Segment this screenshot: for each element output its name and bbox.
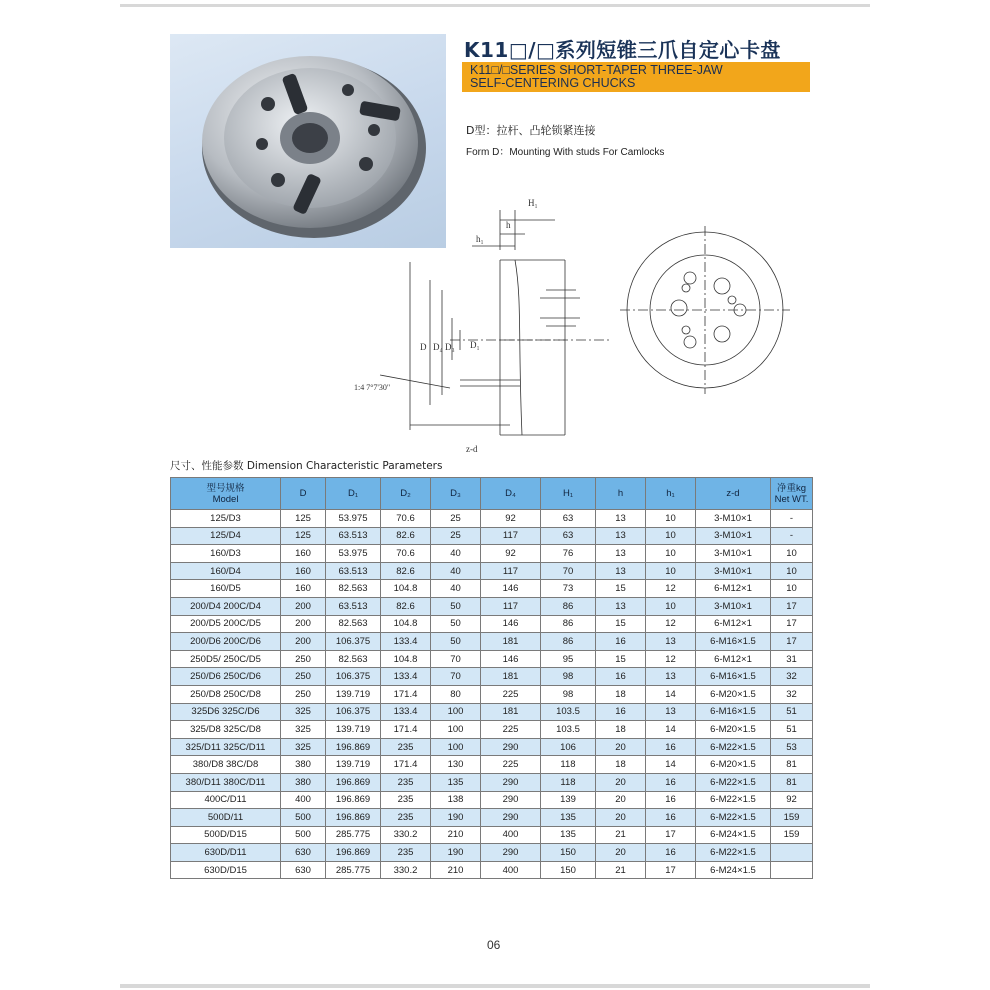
table-cell: 171.4 [381,756,431,774]
table-cell: 86 [541,615,596,633]
table-cell: 6-M24×1.5 [696,826,771,844]
table-cell: 15 [596,650,646,668]
table-cell: 13 [596,527,646,545]
form-en: Form D：Mounting With studs For Camlocks [466,147,665,158]
table-cell: 6-M12×1 [696,650,771,668]
table-cell: 31 [771,650,813,668]
table-row [171,703,813,721]
table-cell: 20 [596,791,646,809]
table-cell: 13 [596,597,646,615]
table-cell: 150 [541,861,596,879]
table-cell: 210 [431,861,481,879]
table-cell: 6-M12×1 [696,615,771,633]
table-row [171,738,813,756]
table-cell: 250 [281,685,326,703]
table-cell: 40 [431,580,481,598]
table-cell: 25 [431,510,481,528]
table-cell: 18 [596,685,646,703]
table-cell: 6-M22×1.5 [696,809,771,827]
table-cell: 285.775 [326,861,381,879]
table-cell: 117 [481,527,541,545]
table-cell: 150 [541,844,596,862]
table-cell: 130 [431,756,481,774]
table-cell: 100 [431,703,481,721]
table-cell: 40 [431,545,481,563]
table-cell: 325/D8 325C/D8 [171,721,281,739]
table-header-cell: h₁ [646,478,696,510]
table-cell: 20 [596,809,646,827]
table-cell: 53.975 [326,510,381,528]
table-cell: 380/D8 38C/D8 [171,756,281,774]
table-cell: 250 [281,668,326,686]
table-cell: 3-M10×1 [696,545,771,563]
table-cell: 21 [596,861,646,879]
table-cell: 6-M22×1.5 [696,844,771,862]
table-cell: 325/D11 325C/D11 [171,738,281,756]
table-cell: 92 [771,791,813,809]
table-cell: 117 [481,597,541,615]
technical-drawing [350,190,820,460]
table-cell: 200/D6 200C/D6 [171,633,281,651]
table-cell: 117 [481,562,541,580]
table-cell: 159 [771,809,813,827]
table-cell: 13 [596,510,646,528]
table-cell: 6-M22×1.5 [696,791,771,809]
table-cell: 118 [541,773,596,791]
table-cell: 250/D6 250C/D6 [171,668,281,686]
table-cell: 235 [381,738,431,756]
table-cell: 70 [541,562,596,580]
table-header-cell: h [596,478,646,510]
table-cell [771,861,813,879]
table-cell: 92 [481,510,541,528]
table-row [171,510,813,528]
table-cell: 380 [281,756,326,774]
top-rule [120,4,870,7]
table-caption: 尺寸、性能参数 Dimension Characteristic Parameters [170,460,443,472]
table-row [171,861,813,879]
table-cell: 73 [541,580,596,598]
table-cell: 200/D4 200C/D4 [171,597,281,615]
table-header-cell: H₁ [541,478,596,510]
table-cell: 500D/11 [171,809,281,827]
table-cell: 104.8 [381,615,431,633]
title-cn: K11□/□系列短锥三爪自定心卡盘 [464,38,781,62]
table-cell: 125/D4 [171,527,281,545]
label-h1: h₁ [476,234,484,244]
table-header-cell: D₃ [431,478,481,510]
table-cell: 21 [596,826,646,844]
table-cell: 63.513 [326,527,381,545]
table-cell: 32 [771,668,813,686]
table-cell: 6-M16×1.5 [696,633,771,651]
table-cell: 200 [281,615,326,633]
table-cell: 25 [431,527,481,545]
table-cell: 16 [596,703,646,721]
table-cell: 106 [541,738,596,756]
table-row [171,668,813,686]
title-en: K11□/□SERIES SHORT-TAPER THREE-JAW SELF-CENTERING CHUCKS [470,63,723,90]
table-row [171,791,813,809]
table-cell: 82.6 [381,562,431,580]
table-row [171,650,813,668]
table-cell: 400 [481,861,541,879]
drawing-svg [350,190,820,460]
table-cell: 63 [541,510,596,528]
table-cell: 10 [646,597,696,615]
table-cell: 20 [596,844,646,862]
table-cell: 16 [646,809,696,827]
label-D1: D₁ [470,340,480,350]
table-cell: 146 [481,580,541,598]
table-header-cell: 型号规格 Model [171,478,281,510]
table-cell: 82.6 [381,597,431,615]
label-h: h [506,220,511,230]
table-cell: 16 [646,791,696,809]
table-cell: 17 [771,597,813,615]
table-cell: 106.375 [326,703,381,721]
label-D: D [420,342,427,352]
table-header-cell: D₂ [381,478,431,510]
table-cell: 325 [281,703,326,721]
table-cell: 70 [431,650,481,668]
table-cell: 32 [771,685,813,703]
table-cell: 13 [596,562,646,580]
table-cell: 6-M20×1.5 [696,721,771,739]
table-cell: 63.513 [326,597,381,615]
page-number: 06 [487,938,501,952]
table-cell: 500 [281,809,326,827]
table-cell: 160/D4 [171,562,281,580]
table-cell: 3-M10×1 [696,510,771,528]
table-cell: 118 [541,756,596,774]
table-cell: 82.563 [326,615,381,633]
table-cell: 50 [431,597,481,615]
table-cell: 290 [481,809,541,827]
table-cell: 3-M10×1 [696,527,771,545]
table-cell: 16 [596,668,646,686]
table-cell: 15 [596,580,646,598]
table-cell: 160/D3 [171,545,281,563]
table-cell: 63.513 [326,562,381,580]
table-cell: 200 [281,633,326,651]
table-cell: 380/D11 380C/D11 [171,773,281,791]
table-cell: 70.6 [381,545,431,563]
table-cell: 92 [481,545,541,563]
table-cell: 630 [281,844,326,862]
table-cell: 6-M22×1.5 [696,738,771,756]
table-cell: 290 [481,791,541,809]
table-cell: 82.563 [326,580,381,598]
table-cell: 200 [281,597,326,615]
table-row [171,756,813,774]
label-D3: D₃ [445,342,455,352]
table-cell: 103.5 [541,721,596,739]
table-cell: 181 [481,703,541,721]
table-cell: 10 [771,562,813,580]
table-cell: 53.975 [326,545,381,563]
table-cell: 125 [281,527,326,545]
table-cell: 235 [381,809,431,827]
table-row [171,826,813,844]
table-cell: 13 [596,545,646,563]
table-cell: 6-M16×1.5 [696,703,771,721]
table-cell: 133.4 [381,668,431,686]
table-row [171,633,813,651]
table-row [171,527,813,545]
table-cell: 225 [481,685,541,703]
table-cell: 80 [431,685,481,703]
table-row [171,773,813,791]
table-cell: 76 [541,545,596,563]
table-cell: 6-M12×1 [696,580,771,598]
table-cell: 6-M24×1.5 [696,861,771,879]
table-cell: 70.6 [381,510,431,528]
table-cell: 6-M16×1.5 [696,668,771,686]
table-cell: 50 [431,633,481,651]
table-row [171,545,813,563]
table-cell: 235 [381,791,431,809]
table-cell: 6-M22×1.5 [696,773,771,791]
table-cell: 106.375 [326,668,381,686]
table-cell: 10 [771,545,813,563]
table-cell: 190 [431,809,481,827]
table-cell: 225 [481,721,541,739]
table-cell: 210 [431,826,481,844]
table-cell: 225 [481,756,541,774]
table-header-cell: 净重kg Net WT. [771,478,813,510]
table-cell: 139.719 [326,721,381,739]
table-cell: 160 [281,580,326,598]
table-cell: 16 [596,633,646,651]
table-cell: 196.869 [326,773,381,791]
table-cell: 325 [281,738,326,756]
table-cell [771,844,813,862]
table-header-cell: D [281,478,326,510]
table-cell: 250D5/ 250C/D5 [171,650,281,668]
dimension-table [170,477,813,879]
label-H1: H₁ [528,198,538,208]
table-cell: 40 [431,562,481,580]
table-cell: 400 [281,791,326,809]
table-cell: 14 [646,721,696,739]
table-cell: 82.563 [326,650,381,668]
table-cell: 18 [596,756,646,774]
table-cell: 17 [646,826,696,844]
table-cell: 86 [541,633,596,651]
table-cell: 139 [541,791,596,809]
table-cell: 63 [541,527,596,545]
table-body [171,510,813,879]
table-cell: 12 [646,615,696,633]
table-cell: 380 [281,773,326,791]
table-cell: 135 [431,773,481,791]
table-cell: 500D/D15 [171,826,281,844]
table-cell: 190 [431,844,481,862]
table-cell: 100 [431,721,481,739]
table-cell: 16 [646,738,696,756]
table-cell: 16 [646,773,696,791]
table-row [171,809,813,827]
table-cell: 15 [596,615,646,633]
table-cell: 104.8 [381,580,431,598]
table-cell: 133.4 [381,703,431,721]
table-cell: 17 [771,615,813,633]
table-cell: 133.4 [381,633,431,651]
table-cell: 82.6 [381,527,431,545]
table-cell: 98 [541,668,596,686]
table-cell: 20 [596,773,646,791]
table-cell: 630 [281,861,326,879]
table-cell: 325 [281,721,326,739]
table-header-cell: D₄ [481,478,541,510]
table-row [171,597,813,615]
table-cell: 17 [646,861,696,879]
table-cell: 12 [646,580,696,598]
table-cell: 630D/D15 [171,861,281,879]
form-cn: D型：拉杆、凸轮锁紧连接 [466,124,596,137]
table-cell: 235 [381,773,431,791]
table-cell: 13 [646,633,696,651]
table-cell: 20 [596,738,646,756]
table-cell: 81 [771,756,813,774]
table-cell: - [771,527,813,545]
table-cell: 135 [541,826,596,844]
table-row [171,562,813,580]
table-cell: 160/D5 [171,580,281,598]
table-cell: 139.719 [326,685,381,703]
table-cell: 12 [646,650,696,668]
table-cell: 10 [771,580,813,598]
table-header-cell: D₁ [326,478,381,510]
table-cell: 10 [646,562,696,580]
table-cell: 400C/D11 [171,791,281,809]
table-cell: 51 [771,721,813,739]
table-cell: 400 [481,826,541,844]
table-cell: 285.775 [326,826,381,844]
table-cell: 13 [646,703,696,721]
table-cell: 51 [771,703,813,721]
table-cell: 171.4 [381,685,431,703]
table-header-cell: z-d [696,478,771,510]
table-cell: 125 [281,510,326,528]
label-D4: D₄ [433,342,443,352]
table-cell: 3-M10×1 [696,597,771,615]
table-cell: 330.2 [381,826,431,844]
table-cell: 70 [431,668,481,686]
table-cell: 53 [771,738,813,756]
table-cell: 13 [646,668,696,686]
table-cell: 181 [481,668,541,686]
table-cell: 18 [596,721,646,739]
table-cell: 14 [646,756,696,774]
table-cell: 250/D8 250C/D8 [171,685,281,703]
table-row [171,844,813,862]
table-cell: 3-M10×1 [696,562,771,580]
table-cell: 171.4 [381,721,431,739]
table-row [171,580,813,598]
table-cell: 139.719 [326,756,381,774]
table-cell: 159 [771,826,813,844]
table-cell: 10 [646,527,696,545]
table-cell: 500 [281,826,326,844]
table-cell: 138 [431,791,481,809]
table-cell: 196.869 [326,844,381,862]
table-cell: 104.8 [381,650,431,668]
table-cell: 325D6 325C/D6 [171,703,281,721]
table-cell: 10 [646,510,696,528]
table-cell: 196.869 [326,791,381,809]
table-cell: 10 [646,545,696,563]
table-row [171,685,813,703]
table-cell: 50 [431,615,481,633]
table-cell: - [771,510,813,528]
table-cell: 160 [281,562,326,580]
label-taper: 1:4 7°7'30" [354,383,391,392]
table-cell: 630D/D11 [171,844,281,862]
table-cell: 290 [481,844,541,862]
table-cell: 146 [481,615,541,633]
table-cell: 14 [646,685,696,703]
table-cell: 135 [541,809,596,827]
table-cell: 100 [431,738,481,756]
table-row [171,721,813,739]
table-cell: 17 [771,633,813,651]
table-cell: 290 [481,738,541,756]
table-cell: 200/D5 200C/D5 [171,615,281,633]
table-cell: 6-M20×1.5 [696,756,771,774]
table-cell: 16 [646,844,696,862]
table-cell: 196.869 [326,809,381,827]
table-cell: 98 [541,685,596,703]
bottom-rule [120,984,870,988]
table-cell: 235 [381,844,431,862]
table-cell: 146 [481,650,541,668]
table-cell: 181 [481,633,541,651]
table-header-row [171,478,813,510]
table-cell: 250 [281,650,326,668]
table-cell: 106.375 [326,633,381,651]
table-cell: 6-M20×1.5 [696,685,771,703]
table-cell: 330.2 [381,861,431,879]
table-cell: 95 [541,650,596,668]
table-cell: 196.869 [326,738,381,756]
table-cell: 125/D3 [171,510,281,528]
table-cell: 81 [771,773,813,791]
table-cell: 103.5 [541,703,596,721]
table-cell: 160 [281,545,326,563]
label-zd: z-d [466,444,478,454]
table-cell: 290 [481,773,541,791]
table-row [171,615,813,633]
table-cell: 86 [541,597,596,615]
